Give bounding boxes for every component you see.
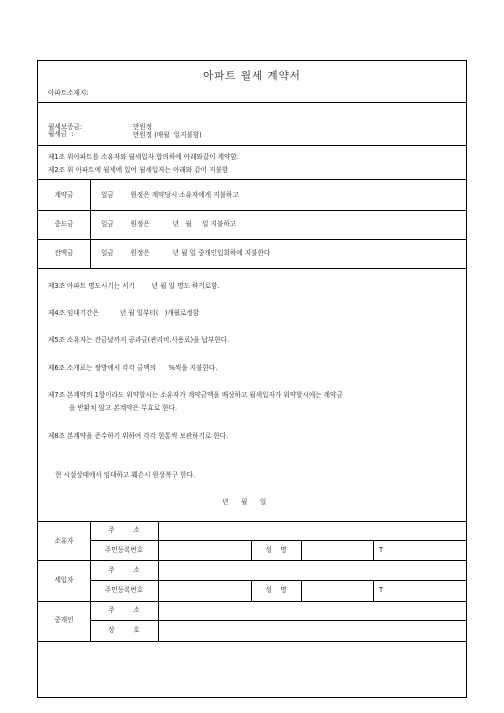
table-border (90, 521, 91, 641)
table-border (90, 620, 466, 621)
owner-id-label: 주민등록번호 (104, 546, 144, 554)
clause-4: 제4조 임대기간은 년 월 일부터( )개월로정함 (48, 309, 200, 317)
table-border (38, 210, 466, 211)
table-border (90, 540, 466, 541)
clause-3: 제3조 아파트 명도시기는 서기 년 월 일 명도 하기로함. (48, 282, 220, 290)
date-line: 년 월 일 (222, 498, 267, 506)
divider (38, 102, 466, 103)
table-border (38, 560, 466, 561)
table-border (373, 540, 374, 560)
table-border (38, 179, 466, 180)
tenant-id-label: 주민등록번호 (104, 586, 144, 594)
table-border (90, 179, 91, 268)
owner-name-label: 성 명 (265, 546, 287, 554)
table-border (90, 580, 466, 581)
clause-5: 제5조 소유자는 잔금날까지 공과금(관리비.사용료)을 납부한다. (48, 336, 230, 344)
clause-2: 제2조 위 아파트에 월세에 있어 월세입자는 아래와 같이 지불함 (48, 166, 229, 174)
note: 현 시설상태에서 임대하고 훼손시 원상복구 한다. (55, 471, 195, 479)
party-label-owner: 소유자 (54, 537, 74, 545)
payment-text-balance: 일금 원정은 년 월 일 중개인입회하에 지불한다 (101, 249, 271, 257)
table-border (38, 601, 466, 602)
payment-label-down: 계약금 (54, 191, 74, 199)
rent-label: 월세금 : (48, 130, 74, 138)
contract-form (37, 60, 467, 698)
table-border (38, 268, 466, 269)
payment-text-middle: 일금 원정은 년 월 일 지불하고 (101, 220, 237, 228)
tenant-address-label: 주 소 (108, 566, 140, 574)
document-title: 아파트 월세 계약서 (203, 70, 301, 82)
clause-7-continued: 을 반환치 않고 본계약은 무효로 한다. (48, 404, 178, 412)
rent-value: 만원정 (매월 일지불함) (133, 131, 202, 139)
address-label: 아파트소재지: (48, 89, 89, 97)
party-label-broker: 중개인 (54, 616, 74, 624)
table-border (301, 580, 302, 601)
table-border (373, 580, 374, 601)
deposit-value: 만원정 (133, 123, 153, 131)
party-label-tenant: 세입자 (54, 576, 74, 584)
tenant-tel-label: T (379, 586, 384, 594)
tenant-name-label: 성 명 (265, 586, 287, 594)
owner-tel-label: T (379, 546, 384, 554)
clause-1: 제1조 위아파트를 소유자와 월세입자 합의하에 아래와같이 계약함. (48, 153, 239, 161)
table-border (158, 521, 159, 641)
payment-text-down: 일금 원정은 계약당시 소유자에게 지불하고 (101, 191, 239, 199)
table-border (38, 521, 466, 522)
broker-address-label: 주 소 (108, 606, 140, 614)
table-border (301, 540, 302, 560)
deposit-label: 월세보증금: (48, 123, 83, 131)
table-border (38, 641, 466, 642)
table-border (38, 239, 466, 240)
clause-6: 제6조 소개료는 쌍방에서 각각 금액의 %씩을 지불한다. (48, 364, 218, 372)
payment-label-middle: 중도금 (54, 220, 74, 228)
payment-label-balance: 잔액금 (54, 249, 74, 257)
clause-8: 제8조 본계약을 준수하기 위하여 각각 한통씩 보관하기로 한다. (48, 432, 229, 440)
broker-company-label: 상 호 (108, 626, 140, 634)
owner-address-label: 주 소 (108, 526, 140, 534)
divider (38, 145, 466, 146)
clause-7: 제7조 본계약의 1항이라도 위약할시는 소유자가 계약금액을 배상하고 월세입자가 위약할시에는 계약금 (48, 391, 343, 399)
